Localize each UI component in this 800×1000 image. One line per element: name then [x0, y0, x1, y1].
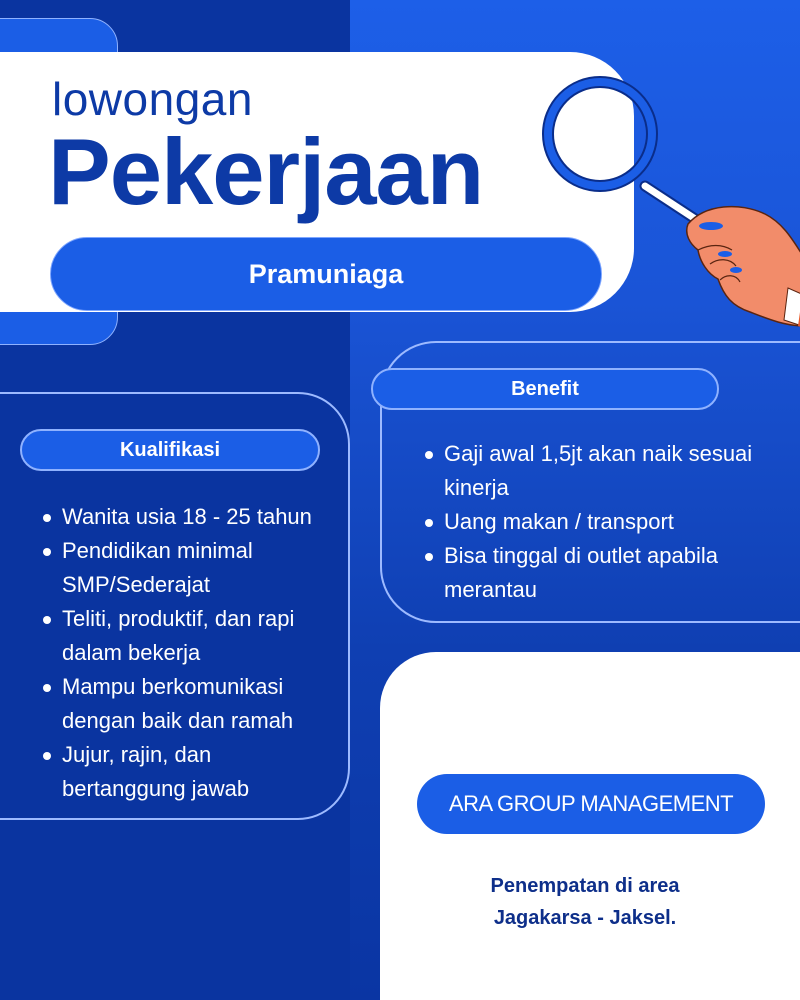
list-item: Mampu berkomunikasi dengan baik dan ramah [40, 670, 340, 738]
list-item: Bisa tinggal di outlet apabila merantau [422, 539, 792, 607]
magnifier-hand-icon [540, 74, 800, 334]
benefits-list [422, 437, 792, 607]
placement-line-1: Penempatan di area [490, 875, 680, 897]
qualifications-header [20, 429, 320, 471]
placement-info [400, 870, 770, 934]
list-item: Gaji awal 1,5jt akan naik sesuai kinerja [422, 437, 792, 505]
list-item: Pendidikan minimal SMP/Sederajat [40, 534, 340, 602]
list-item: Uang makan / transport [422, 505, 792, 539]
list-item: Jujur, rajin, dan bertanggung jawab [40, 738, 340, 806]
role-label: Pramuniaga [248, 258, 404, 289]
qualifications-label: Kualifikasi [119, 438, 221, 461]
benefits-header [371, 368, 719, 410]
list-item: Teliti, produktif, dan rapi dalam bekerja [40, 602, 340, 670]
role-pill [50, 237, 602, 311]
title-lowongan: lowongan [52, 73, 253, 125]
qualifications-list [40, 500, 340, 806]
title-pekerjaan: Pekerjaan [48, 119, 484, 224]
benefits-label: Benefit [511, 377, 579, 400]
company-name: ARA GROUP MANAGEMENT [448, 791, 734, 816]
list-item: Wanita usia 18 - 25 tahun [40, 500, 340, 534]
placement-line-2: Jagakarsa - Jaksel. [493, 907, 677, 929]
company-name-pill [417, 774, 765, 834]
